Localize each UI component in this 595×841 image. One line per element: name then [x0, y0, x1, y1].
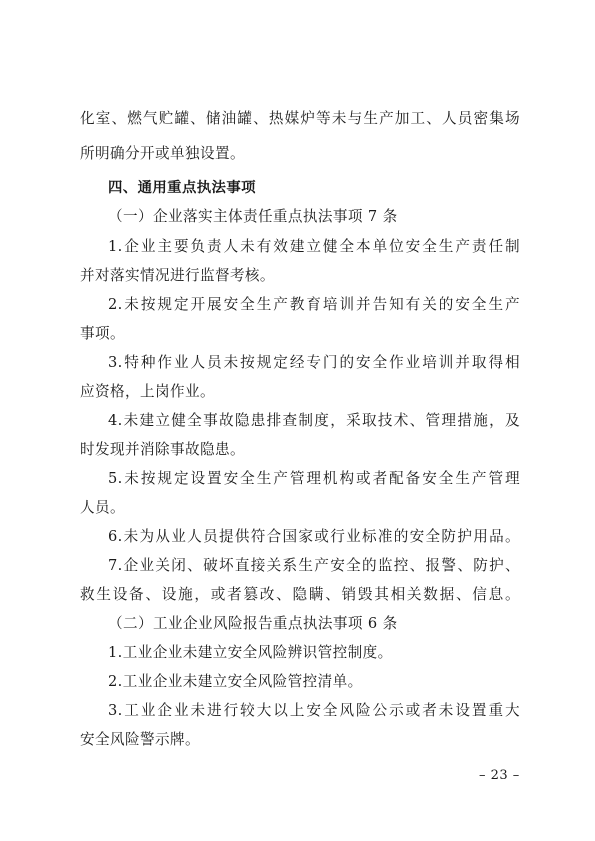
- text-line: 1.企业主要负责人未有效建立健全本单位安全生产责任制: [108, 238, 520, 255]
- text-line: 时发现并消除事故隐患。: [80, 441, 245, 458]
- text-line: 救生设备、设施，或者篡改、隐瞒、销毁其相关数据、信息。: [80, 586, 520, 603]
- subsection-heading: （一）企业落实主体责任重点执法事项 7 条: [108, 208, 398, 225]
- text-line: 2.未按规定开展安全生产教育培训并告知有关的安全生产: [108, 296, 520, 313]
- text-line: 5.未按规定设置安全生产管理机构或者配备安全生产管理: [108, 470, 520, 487]
- text-line: 6.未为从业人员提供符合国家或行业标准的安全防护用品。: [108, 528, 520, 545]
- section-heading: 四、通用重点执法事项: [108, 180, 256, 196]
- text-line: 事项。: [80, 325, 125, 342]
- text-line: 2.工业企业未建立安全风险管控清单。: [108, 673, 363, 690]
- subsection-heading: （二）工业企业风险报告重点执法事项 6 条: [108, 615, 398, 632]
- text-line: 7.企业关闭、破坏直接关系生产安全的监控、报警、防护、: [108, 557, 520, 574]
- text-line: 3.工业企业未进行较大以上安全风险公示或者未设置重大: [108, 702, 520, 719]
- text-line: 应资格，上岗作业。: [80, 383, 215, 400]
- text-line: 人员。: [80, 499, 125, 516]
- text-line: 安全风险警示牌。: [80, 731, 200, 748]
- text-line: 化室、燃气贮罐、储油罐、热媒炉等未与生产加工、人员密集场: [80, 110, 520, 127]
- text-line: 并对落实情况进行监督考核。: [80, 267, 275, 284]
- text-line: 所明确分开或单独设置。: [80, 145, 245, 162]
- page-number: – 23 –: [479, 768, 520, 783]
- text-line: 1.工业企业未建立安全风险辨识管控制度。: [108, 644, 393, 661]
- text-line: 3.特种作业人员未按规定经专门的安全作业培训并取得相: [108, 354, 520, 371]
- text-line: 4.未建立健全事故隐患排查制度，采取技术、管理措施，及: [108, 412, 520, 429]
